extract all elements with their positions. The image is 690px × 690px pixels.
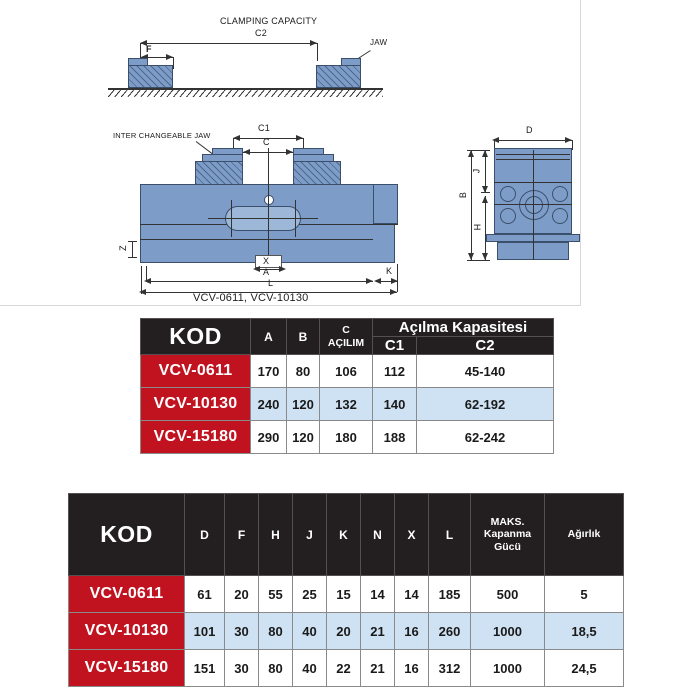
top-view-c2-label: C2 <box>255 28 267 38</box>
table1-header-row-1 <box>141 319 554 337</box>
table2-r1-l: 260 <box>429 613 471 650</box>
table1-r1-a: 240 <box>251 388 287 421</box>
b-tick-bottom <box>467 260 481 261</box>
oval-slot-tick-right <box>295 200 296 237</box>
a-dimension-line <box>146 281 373 282</box>
screw-hole-marker <box>264 195 274 205</box>
table2-r0-f: 20 <box>225 576 259 613</box>
l-arrow-right <box>390 289 397 295</box>
table2-header-maks-line1: MAKS. <box>490 516 525 529</box>
table1-header-c-line1: C <box>342 324 350 337</box>
table2-r2-j: 40 <box>293 650 327 687</box>
table2-r0-d: 61 <box>185 576 225 613</box>
top-view-left-jaw-body <box>128 65 173 88</box>
table2-r2-agirlik: 24,5 <box>545 650 624 687</box>
table2-header-x: X <box>395 494 429 576</box>
b-dimension-line <box>471 150 472 260</box>
a-extension-left <box>146 266 147 282</box>
table1-r1-b: 120 <box>287 388 320 421</box>
side-view-bolt-hole-bl <box>500 208 516 224</box>
table1-r2-c1: 188 <box>373 421 417 454</box>
front-view-right-jaw <box>293 161 341 185</box>
table2-r1-x: 16 <box>395 613 429 650</box>
c1-arrow-left <box>233 135 240 141</box>
table1-body <box>141 355 554 454</box>
front-view-c1-label: C1 <box>258 123 270 133</box>
k-extension-right <box>397 264 398 292</box>
table1-header-group-acilma: Açılma Kapasitesi <box>373 319 554 337</box>
top-view-right-jaw-body <box>316 65 361 88</box>
top-view-f-label: F <box>146 44 152 54</box>
table1-header-c <box>320 319 373 355</box>
b-arrow-down <box>468 253 474 260</box>
table2-r1-kod: VCV-10130 <box>69 613 185 650</box>
a-arrow-right <box>366 278 373 284</box>
c2-dimension-line <box>140 43 317 44</box>
table2-header-j: J <box>293 494 327 576</box>
table2-header-l: L <box>429 494 471 576</box>
table1-header-a: A <box>251 319 287 355</box>
table2-header-maks-line2: Kapanma <box>483 528 532 541</box>
table2-r2-f: 30 <box>225 650 259 687</box>
h-dimension-line <box>485 196 486 260</box>
side-view-bolt-hole-tl <box>500 186 516 202</box>
table1-r2-c: 180 <box>320 421 373 454</box>
j-tick-top <box>481 150 490 151</box>
side-view-bolt-hole-br <box>552 208 568 224</box>
table1-r1-c2: 62-192 <box>417 388 554 421</box>
table-row <box>141 388 554 421</box>
c2-arrow-right <box>310 40 317 46</box>
vise-body-right-extension <box>373 184 398 224</box>
table1-r1-kod: VCV-10130 <box>141 388 251 421</box>
table2-header-d: D <box>185 494 225 576</box>
b-tick-top <box>467 150 481 151</box>
h-arrow-up <box>482 196 488 203</box>
technical-drawing-panel <box>0 0 581 306</box>
table1-r2-b: 120 <box>287 421 320 454</box>
table2-r2-h: 80 <box>259 650 293 687</box>
k-arrow-left <box>374 278 381 284</box>
table-row <box>69 650 624 687</box>
table2-r2-d: 151 <box>185 650 225 687</box>
z-dimension-line <box>132 241 133 258</box>
table2-r0-maks: 500 <box>471 576 545 613</box>
table1-r0-c2: 45-140 <box>417 355 554 388</box>
c-arrow-left <box>243 149 250 155</box>
table2-r2-k: 22 <box>327 650 361 687</box>
table2-r0-n: 14 <box>361 576 395 613</box>
j-arrow-up <box>482 150 488 157</box>
table1-header-b: B <box>287 319 320 355</box>
clamping-capacity-title: CLAMPING CAPACITY <box>220 16 318 26</box>
top-view-left-jaw-top <box>128 58 148 66</box>
table1-header-c2: C2 <box>417 337 554 355</box>
c2-extension-right <box>317 43 318 61</box>
table1-r2-kod: VCV-15180 <box>141 421 251 454</box>
dimensions-table-main <box>140 318 554 454</box>
table-row <box>141 421 554 454</box>
table2-header-agirlik: Ağırlık <box>545 494 624 576</box>
table2-r0-x: 14 <box>395 576 429 613</box>
f-extension-right <box>173 57 174 69</box>
table2-r0-l: 185 <box>429 576 471 613</box>
table1-r1-c: 132 <box>320 388 373 421</box>
table2-r1-n: 21 <box>361 613 395 650</box>
table1-r0-c1: 112 <box>373 355 417 388</box>
table1-r0-c: 106 <box>320 355 373 388</box>
table2-header-k: K <box>327 494 361 576</box>
table2-r1-d: 101 <box>185 613 225 650</box>
table1-r0-kod: VCV-0611 <box>141 355 251 388</box>
z-tick-top <box>128 241 137 242</box>
front-view-a-label: A <box>263 267 270 277</box>
table2-r2-x: 16 <box>395 650 429 687</box>
table2-header-kod: KOD <box>69 494 185 576</box>
table2-r1-f: 30 <box>225 613 259 650</box>
ground-hatching <box>108 88 383 97</box>
top-view-right-jaw-top <box>341 58 361 66</box>
table2-r1-agirlik: 18,5 <box>545 613 624 650</box>
side-view-h-label: H <box>472 223 483 231</box>
h-tick-bottom <box>481 260 490 261</box>
top-view-jaw-label: JAW <box>370 38 388 47</box>
table2-r0-h: 55 <box>259 576 293 613</box>
table1-r2-c2: 62-242 <box>417 421 554 454</box>
table2-r1-maks: 1000 <box>471 613 545 650</box>
table2-r0-agirlik: 5 <box>545 576 624 613</box>
interchangeable-jaw-label: INTER CHANGEABLE JAW <box>113 131 211 140</box>
front-view-x-label: X <box>263 256 270 266</box>
d-dimension-line <box>494 140 572 141</box>
c1-arrow-right <box>296 135 303 141</box>
front-view-right-jaw-step-a <box>293 154 334 162</box>
oval-slot-tick-left <box>231 200 232 237</box>
front-view-caption: VCV-0611, VCV-10130 <box>193 292 309 304</box>
table1-r0-a: 170 <box>251 355 287 388</box>
table2-header-f: F <box>225 494 259 576</box>
oval-slot-centerline <box>208 218 318 219</box>
table2-r1-k: 20 <box>327 613 361 650</box>
h-arrow-down <box>482 253 488 260</box>
front-view-c-label: C <box>263 137 270 147</box>
table1-header-kod: KOD <box>141 319 251 355</box>
table-row <box>69 613 624 650</box>
x-arrow-left <box>253 266 260 272</box>
table2-header-h: H <box>259 494 293 576</box>
front-view-left-jaw <box>195 161 243 185</box>
front-view-left-jaw-step-b <box>212 148 243 155</box>
side-view-d-label: D <box>526 125 533 135</box>
vise-body-divider-2 <box>140 239 373 240</box>
side-view-b-label: B <box>458 191 469 199</box>
x-arrow-right <box>279 266 286 272</box>
table1-r0-b: 80 <box>287 355 320 388</box>
table-row <box>141 355 554 388</box>
table2-header-n: N <box>361 494 395 576</box>
l-extension-left <box>141 266 142 294</box>
table2-r0-kod: VCV-0611 <box>69 576 185 613</box>
table-row <box>69 576 624 613</box>
dimensions-table-secondary <box>68 493 624 687</box>
table2-r2-maks: 1000 <box>471 650 545 687</box>
table2-r1-h: 80 <box>259 613 293 650</box>
side-view-bolt-hole-tr <box>552 186 568 202</box>
z-tick-bottom <box>128 257 137 258</box>
side-view-center-bore-inner <box>525 196 543 214</box>
table2-header-row <box>69 494 624 576</box>
front-view-l-label: L <box>268 278 274 288</box>
table2-r2-kod: VCV-15180 <box>69 650 185 687</box>
j-tick-bottom <box>481 192 490 193</box>
d-extension-right <box>572 140 573 150</box>
side-view-horizontal-centerline <box>494 204 572 205</box>
table1-r1-c1: 140 <box>373 388 417 421</box>
table1-header-c1: C1 <box>373 337 417 355</box>
c-arrow-right <box>286 149 293 155</box>
table2-body <box>69 576 624 687</box>
front-view-z-label: Z <box>117 245 128 251</box>
table2-header-maks-kapanma-gucu <box>471 494 545 576</box>
front-view-k-label: K <box>386 266 393 276</box>
side-view-j-label: J <box>471 168 482 174</box>
side-view-vertical-centerline <box>533 150 534 260</box>
table2-r2-l: 312 <box>429 650 471 687</box>
front-view-centerline <box>268 148 269 266</box>
d-arrow-right <box>565 137 572 143</box>
table2-r1-j: 40 <box>293 613 327 650</box>
table1-header-c-line2: AÇILIM <box>327 336 365 349</box>
table2-r2-n: 21 <box>361 650 395 687</box>
table2-r0-j: 25 <box>293 576 327 613</box>
f-arrow-right <box>166 54 173 60</box>
front-view-left-jaw-step-a <box>202 154 243 162</box>
table1-r2-a: 290 <box>251 421 287 454</box>
front-view-right-jaw-step-b <box>293 148 324 155</box>
b-arrow-up <box>468 150 474 157</box>
table2-header-maks-line3: Gücü <box>494 540 521 553</box>
table2-r0-k: 15 <box>327 576 361 613</box>
